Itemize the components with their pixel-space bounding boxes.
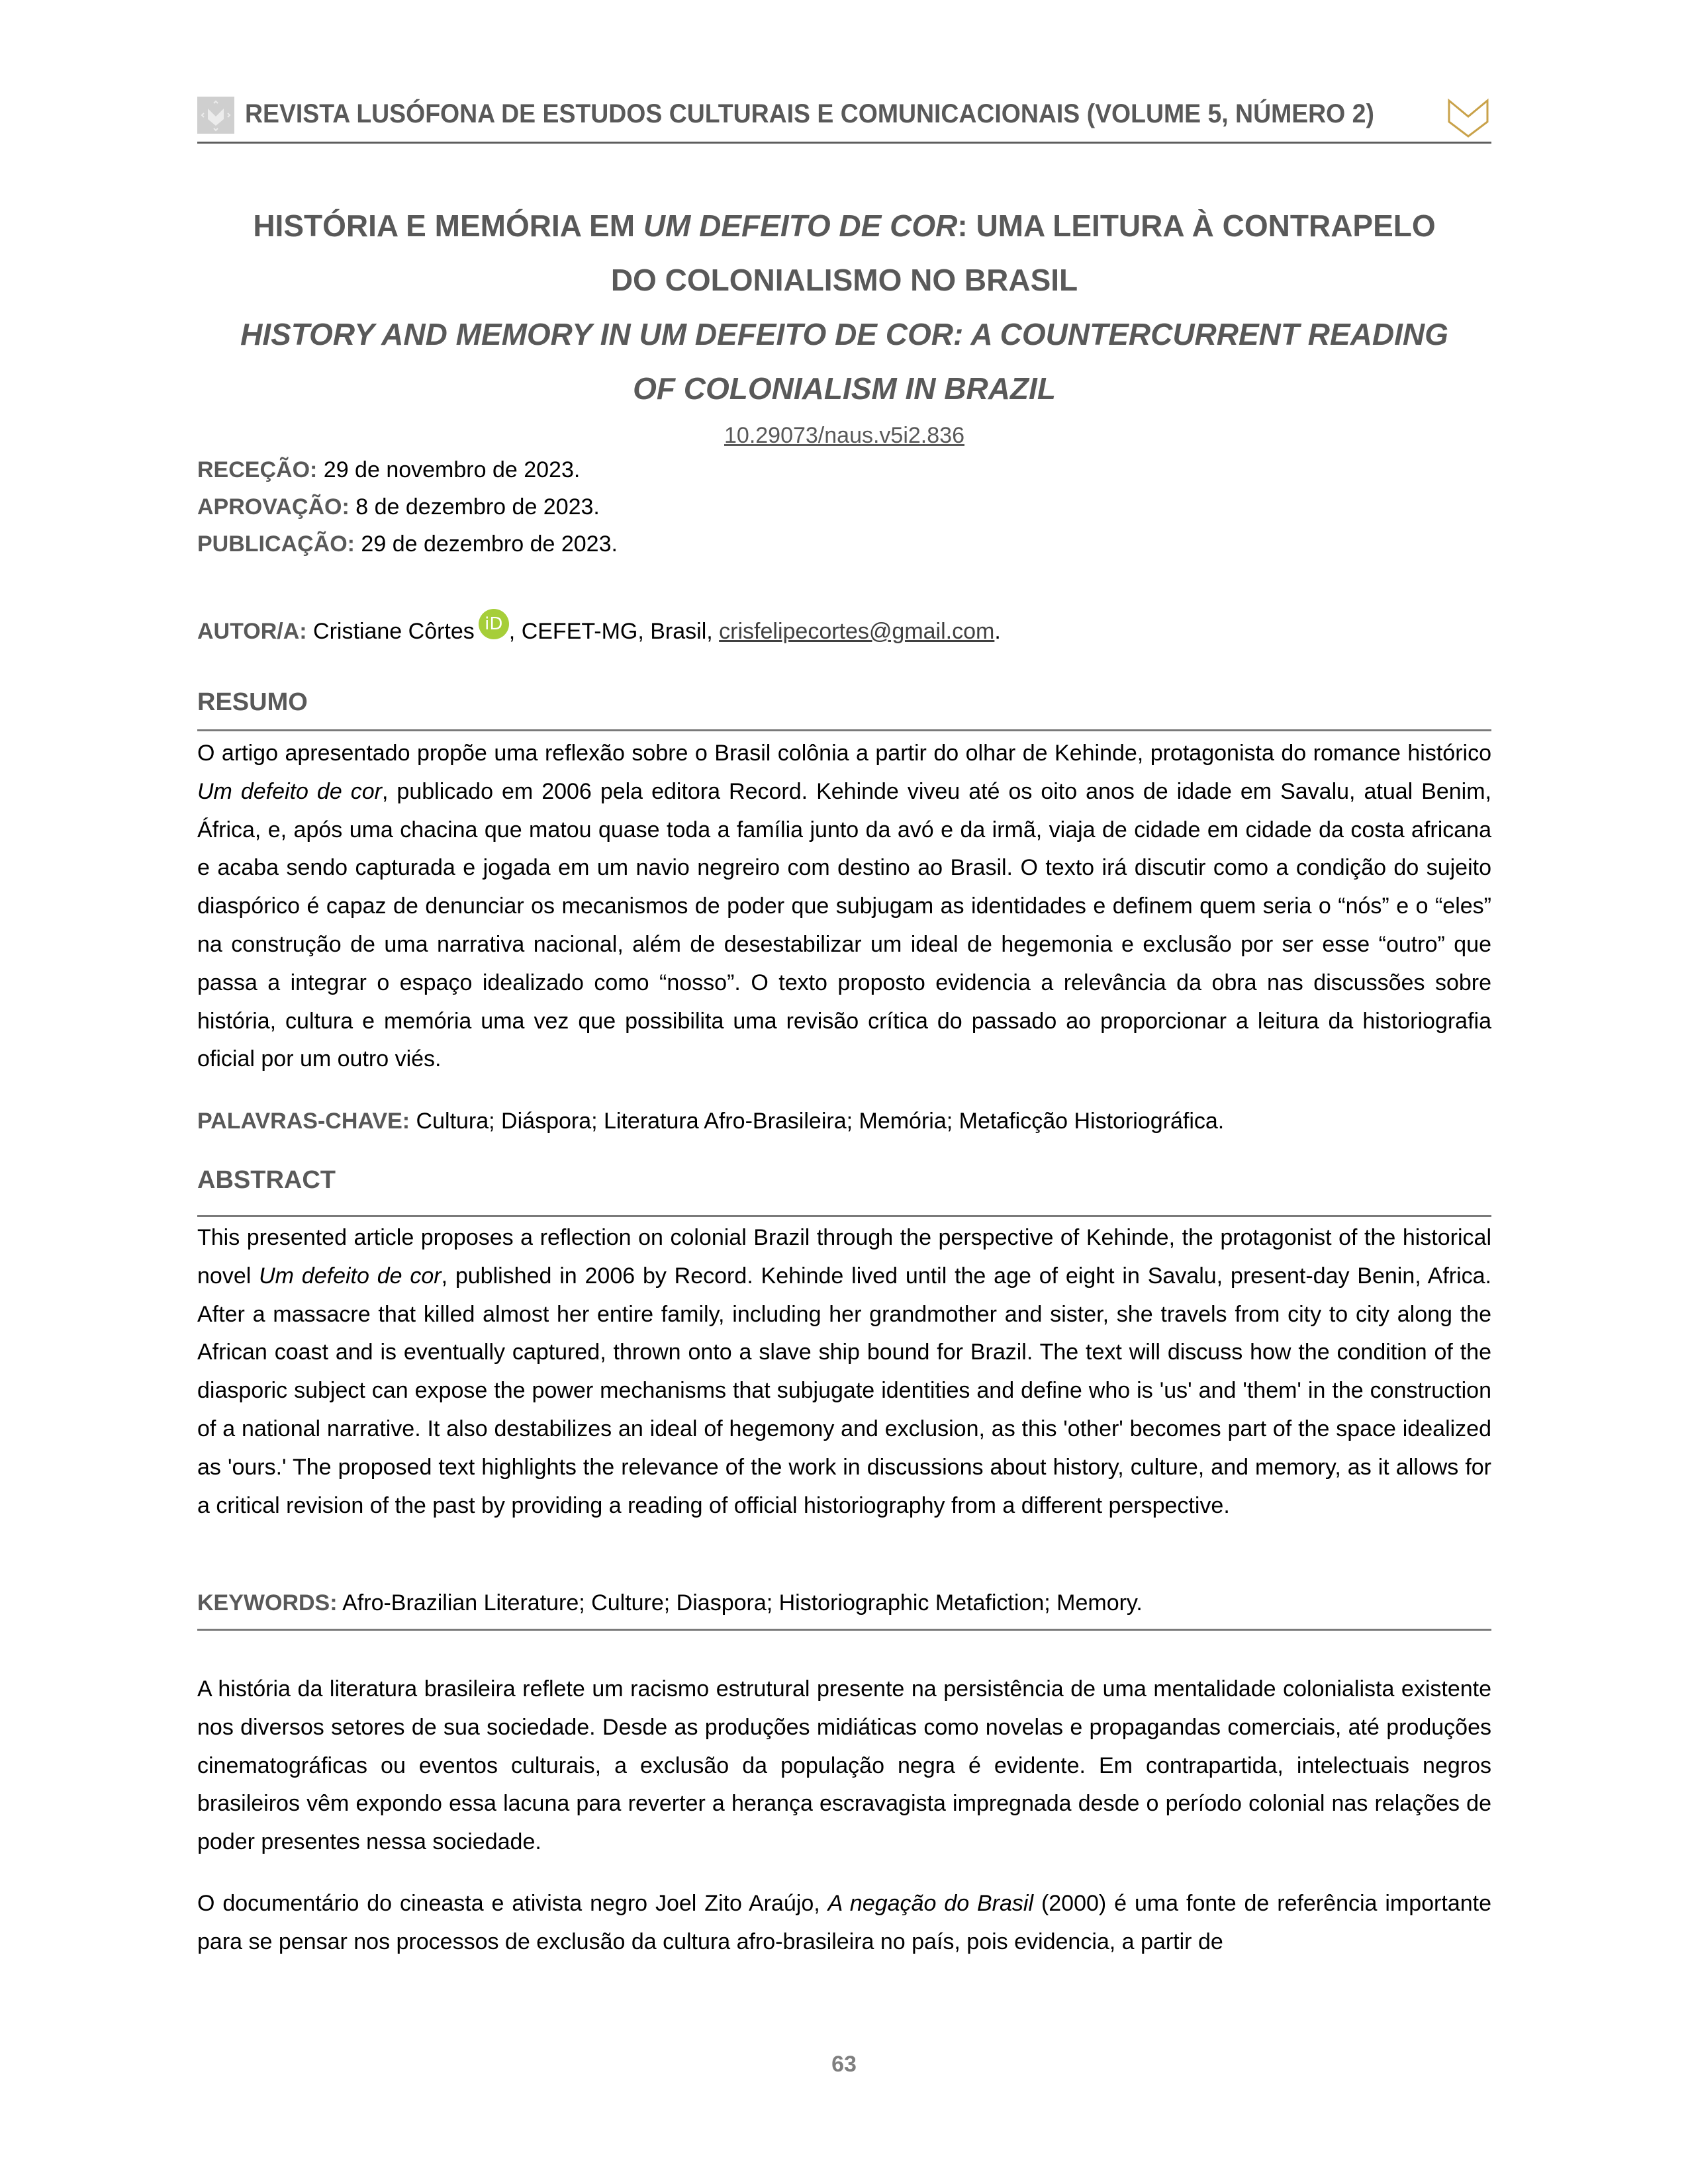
body-p2-part2: (2000) é uma fonte de referência importante para se pensar nos processos de exclusão da cultura afro-brasileira no país, pois evidencia, a partir de bbox=[197, 1891, 1491, 1954]
orcid-icon[interactable]: iD bbox=[479, 609, 509, 639]
title-en-line1: HISTORY AND MEMORY IN UM DEFEITO DE COR: A COUNTERCURRENT READING bbox=[240, 317, 1448, 351]
title-pt-prefix: HISTÓRIA E MEMÓRIA EM bbox=[253, 208, 643, 243]
keywords-divider bbox=[197, 1629, 1491, 1631]
title-pt-italic: UM DEFEITO DE COR bbox=[643, 208, 958, 243]
article-title-english bbox=[197, 307, 1491, 416]
doi-link[interactable]: 10.29073/naus.v5i2.836 bbox=[724, 423, 964, 448]
keywords-label: KEYWORDS: bbox=[197, 1590, 338, 1615]
journal-logo-gray-icon bbox=[197, 97, 234, 134]
approval-label: APROVAÇÃO: bbox=[197, 494, 350, 520]
journal-title: REVISTA LUSÓFONA DE ESTUDOS CULTURAIS E COMUNICACIONAIS (VOLUME 5, NÚMERO 2) bbox=[245, 99, 1374, 128]
abstract-text-part2: , published in 2006 by Record. Kehinde lived until the age of eight in Savalu, present-day Benin, Africa. After a massacre that killed almost her entire family, including her grandmother and sister, she travels from city to city along the African coast and is eventually captured, thrown onto a slave ship bound for Brazil. The text will discuss how the condition of the diasporic subject can expose the power mechanisms that subjugate identities and define who is 'us' and 'them' in the construction of a national narrative. It also destabilizes an ideal of hegemony and exclusion, as this 'other' becomes part of the space idealized as 'ours.' The proposed text highlights the relevance of the work in discussions about history, culture, and memory, as it allows for a critical revision of the past by providing a reading of official historiography from a different perspective. bbox=[197, 1263, 1491, 1518]
reception-date bbox=[197, 451, 1491, 488]
author-name: Cristiane Côrtes bbox=[306, 619, 475, 644]
resumo-text bbox=[197, 735, 1491, 1079]
approval-date bbox=[197, 488, 1491, 525]
title-en-line2: OF COLONIALISM IN BRAZIL bbox=[633, 371, 1056, 406]
author-email-link[interactable]: crisfelipecortes@gmail.com bbox=[719, 619, 995, 644]
running-header bbox=[197, 97, 1491, 142]
body-p2-part1: O documentário do cineasta e ativista negro Joel Zito Araújo, bbox=[197, 1891, 828, 1916]
article-title-portuguese bbox=[197, 199, 1491, 307]
title-pt-line2: DO COLONIALISMO NO BRASIL bbox=[610, 263, 1078, 297]
abstract-text-part1: This presented article proposes a reflection on colonial Brazil through the perspective of Kehinde, the protagonist of the historical novel bbox=[197, 1225, 1491, 1289]
resumo-divider bbox=[197, 729, 1491, 731]
palavras-chave-label: PALAVRAS-CHAVE: bbox=[197, 1109, 410, 1134]
author-label: AUTOR/A: bbox=[197, 619, 307, 644]
article-dates bbox=[197, 451, 1491, 563]
body-paragraph-2 bbox=[197, 1885, 1491, 1962]
reception-value: 29 de novembro de 2023. bbox=[317, 457, 581, 482]
abstract-heading: ABSTRACT bbox=[197, 1166, 336, 1194]
author-line bbox=[197, 609, 1491, 650]
publication-label: PUBLICAÇÃO: bbox=[197, 531, 355, 557]
palavras-chave-values: Cultura; Diáspora; Literatura Afro-Brasileira; Memória; Metaficção Historiográfica. bbox=[410, 1109, 1225, 1134]
keywords bbox=[197, 1584, 1491, 1621]
author-affiliation: , CEFET-MG, Brasil, bbox=[508, 619, 720, 644]
resumo-text-part2: , publicado em 2006 pela editora Record. Kehinde viveu até os oito anos de idade em Savalu, atual Benim, África, e, após uma chacina que matou quase toda a família junto da avó e da irmã, viaja de cidade em cidade da costa africana e acaba sendo capturada e jogada em um navio negreiro com destino ao Brasil. O texto irá discutir como a condição do sujeito diaspórico é capaz de denunciar os mecanismos de poder que subjugam as identidades e definem quem seria o “nós” e o “eles” na construção de uma narrativa nacional, além de desestabilizar um ideal de hegemonia e exclusão por ser esse “outro” que passa a integrar o espaço idealizado como “nosso”. O texto proposto evidencia a relevância da obra nas discussões sobre história, cultura e memória uma vez que possibilita uma revisão crítica do passado ao proporcionar a leitura da historiografia oficial por um outro viés. bbox=[197, 778, 1491, 1072]
title-pt-suffix: : UMA LEITURA À CONTRAPELO bbox=[957, 208, 1436, 243]
keywords-values: Afro-Brazilian Literature; Culture; Diaspora; Historiographic Metafiction; Memory. bbox=[337, 1590, 1143, 1615]
abstract-text bbox=[197, 1219, 1491, 1525]
author-end: . bbox=[994, 619, 1001, 644]
palavras-chave bbox=[197, 1103, 1491, 1140]
publication-value: 29 de dezembro de 2023. bbox=[354, 531, 618, 557]
abstract-text-italic: Um defeito de cor bbox=[259, 1263, 442, 1289]
body-paragraph-1: A história da literatura brasileira reflete um racismo estrutural presente na persistência de uma mentalidade colonialista existente nos diversos setores de sua sociedade. Desde as produções midiáticas como novelas e propagandas comerciais, até produções cinematográficas ou eventos culturais, a exclusão da população negra é evidente. Em contrapartida, intelectuais negros brasileiros vêm expondo essa lacuna para reverter a herança escravagista impregnada desde o período colonial nas relações de poder presentes nessa sociedade. bbox=[197, 1676, 1491, 1855]
resumo-text-part1: O artigo apresentado propõe uma reflexão sobre o Brasil colônia a partir do olhar de Kehinde, protagonista do romance histórico bbox=[197, 741, 1491, 766]
resumo-heading: RESUMO bbox=[197, 688, 308, 716]
body-p2-italic: A negação do Brasil bbox=[827, 1891, 1034, 1916]
approval-value: 8 de dezembro de 2023. bbox=[349, 494, 600, 520]
article-title-block bbox=[197, 199, 1491, 451]
header-divider bbox=[197, 142, 1491, 144]
journal-logo-gold-icon bbox=[1445, 97, 1491, 139]
resumo-text-italic: Um defeito de cor bbox=[197, 778, 382, 804]
abstract-divider bbox=[197, 1215, 1491, 1217]
publication-date bbox=[197, 525, 1491, 563]
page-number: 63 bbox=[831, 2052, 857, 2077]
reception-label: RECEÇÃO: bbox=[197, 457, 318, 482]
